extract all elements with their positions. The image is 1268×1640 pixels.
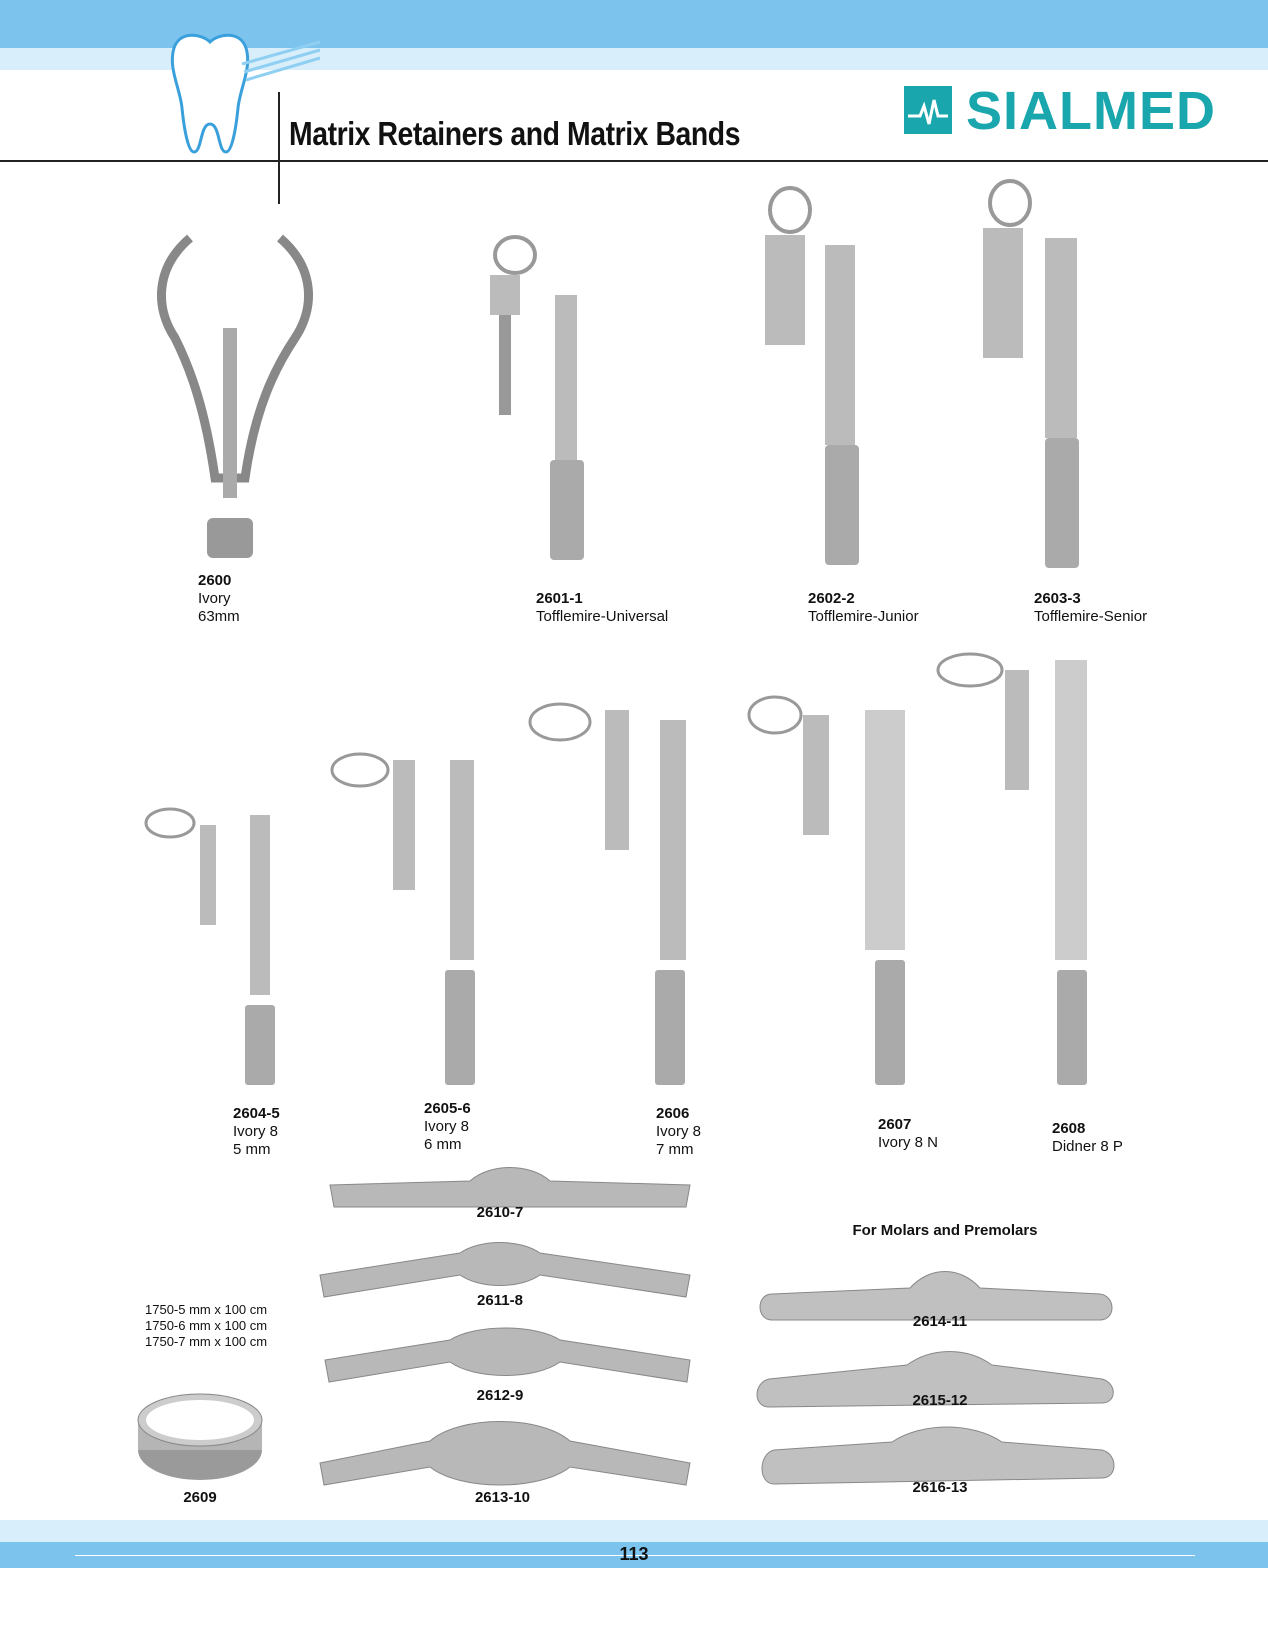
ivory8-6mm-image [325,750,485,1095]
product-code: 2607 [878,1116,912,1133]
roll-code: 2609 [183,1489,217,1506]
product-code: 2600 [198,572,232,589]
product-code: 2606 [656,1105,690,1122]
product-desc: Ivory [198,590,231,607]
product-code: 2604-5 [233,1105,280,1122]
product-size: 5 mm [233,1141,271,1158]
matrix-band-roll-image [133,1390,268,1490]
product-label-2604-5 [233,1105,280,1159]
product-code: 2605-6 [424,1100,471,1117]
product-size: 7 mm [656,1141,694,1158]
band-label: 2615-12 [912,1392,968,1409]
tofflemire-senior-image [980,178,1100,578]
product-desc: Ivory 8 [424,1118,470,1135]
product-desc: Ivory 8 N [878,1134,939,1151]
band-label: 2613-10 [474,1489,531,1506]
heartbeat-icon [904,86,952,134]
product-desc: Ivory 8 [233,1123,279,1140]
roll-specs [145,1302,305,1350]
band-label: 2610-7 [476,1204,524,1221]
product-desc: Tofflemire-Universal [536,608,669,625]
didner-8p-image [930,650,1115,1100]
ivory8-7mm-image [525,700,705,1095]
ivory-retainer-image [135,228,335,568]
product-label-2605-6 [424,1100,471,1154]
tofflemire-junior-image [760,185,880,580]
tooth-icon [160,28,260,158]
product-label-2603-3 [1034,590,1147,626]
matrix-band-2613-10-image [320,1415,690,1495]
product-code: 2602-2 [808,590,855,607]
product-desc: Ivory 8 [656,1123,702,1140]
matrix-band-2612-9-image [325,1322,690,1392]
product-label-2606 [656,1105,701,1159]
product-code: 2603-3 [1034,590,1081,607]
product-size: 6 mm [424,1136,462,1153]
roll-spec-line: 1750-5 mm x 100 cm [145,1302,268,1317]
band-label: 2611-8 [477,1292,523,1309]
page-number: 113 [619,1544,649,1564]
product-desc: Tofflemire-Senior [1034,608,1148,625]
product-size: 63mm [198,608,240,625]
product-label-2601-1 [536,590,668,626]
product-desc: Tofflemire-Junior [808,608,919,625]
product-label-2600 [198,572,240,626]
ivory8n-image [745,690,935,1095]
page-title: Matrix Retainers and Matrix Bands [289,115,741,152]
band-label: 2612-9 [476,1387,524,1404]
brand-logo: SIALMED [966,81,1216,141]
bottom-band-light [0,1520,1268,1542]
product-label-2607 [878,1116,938,1152]
band-label: 2616-13 [912,1479,968,1496]
band-label: 2614-11 [912,1313,968,1330]
product-label-2608 [1052,1120,1123,1156]
ivory8-5mm-image [140,805,290,1095]
header-rule [0,160,1268,162]
roll-spec-line: 1750-7 mm x 100 cm [145,1334,268,1349]
product-desc: Didner 8 P [1052,1138,1123,1155]
product-code: 2601-1 [536,590,583,607]
tofflemire-universal-image [485,235,605,580]
product-code: 2608 [1052,1120,1086,1137]
header-divider [278,92,280,204]
roll-spec-line: 1750-6 mm x 100 cm [145,1318,268,1333]
bands-heading: For Molars and Premolars [852,1222,1038,1239]
product-label-2602-2 [808,590,919,626]
